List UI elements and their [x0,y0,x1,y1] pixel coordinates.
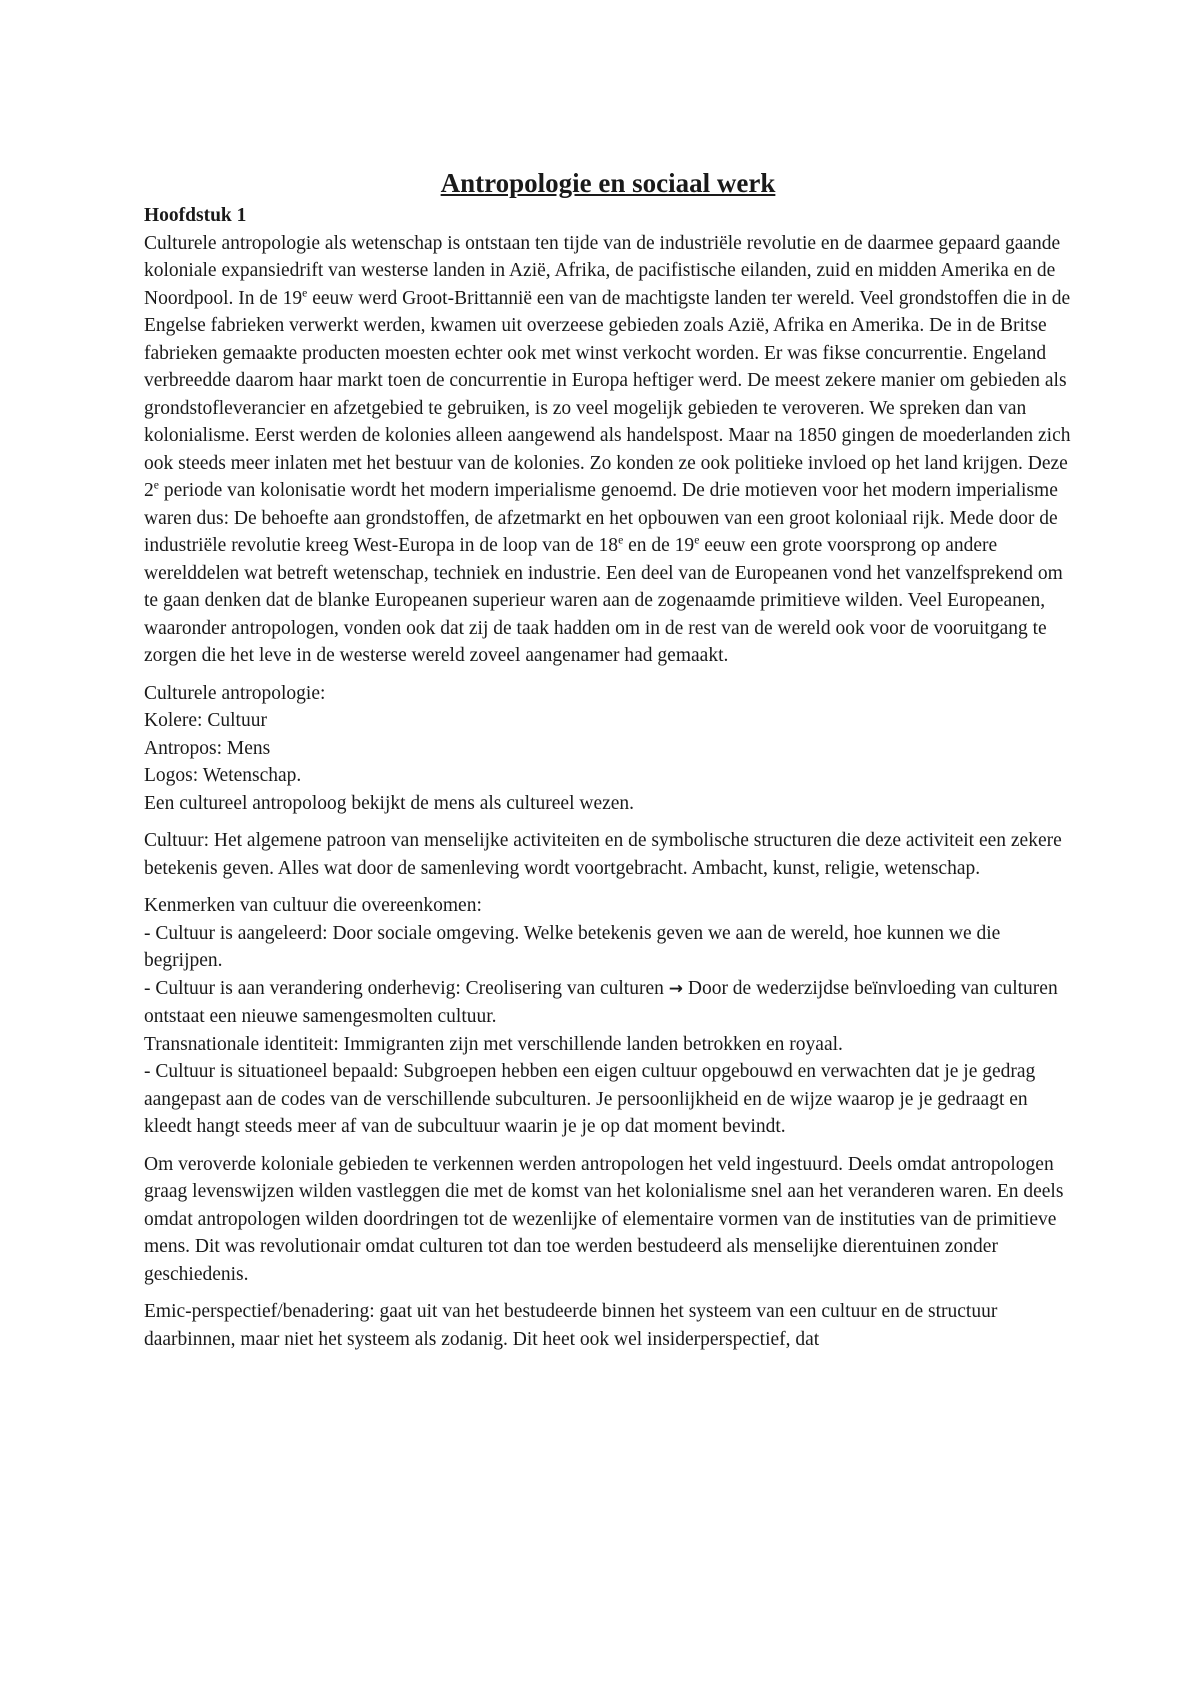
etymology-line: Antropos: Mens [144,737,271,759]
intro-text-4: en de 19 [623,535,695,556]
kenmerk-item-text: Door de wederzijdse beïnvloeding van culturen ontstaat een nieuwe samengesmolten cultuur. [144,977,1058,1027]
intro-text-1: Culturele antropologie als wetenschap is ontstaan ten tijde van de industriële revolutie en de daarmee gepaard gaande koloniale expansiedrift van westerse landen in Azië, Afrika, de pacifistische eilanden, zuid en midden Amerika en de Noordpool. In de 19 [144,232,1061,309]
document-content [144,166,1072,1363]
document-title: Antropologie en sociaal werk [440,168,776,198]
intro-paragraph [144,230,1072,670]
kenmerk-item: - Cultuur is aangeleerd: Door sociale omgeving. Welke betekenis geven we aan de wereld, hoe kunnen we die begrijpen. [144,922,1001,971]
ordinal-superscript: e [302,286,308,299]
arrow-right-icon: → [668,978,683,999]
ordinal-superscript: e [618,533,624,547]
kenmerken-block [144,892,1072,1141]
intro-text-5: eeuw een grote voorsprong op andere werelddelen wat betreft wetenschap, techniek en industrie. Een deel van de Europeanen vond het vanzelfsprekend om te gaan denken dat de blanke Europeanen superieur waren aan de zogenaamde primitieve wilden. Veel Europeanen, waaronder antropologen, vonden ook dat zij de taak hadden om in de rest van de wereld ook voor de vooruitgang te zorgen die het leve in de westerse wereld zoveel aangenamer had gemaakt. [144,535,1063,666]
intro-text-3: periode van kolonisatie wordt het modern imperialisme genoemd. De drie motieven voor het modern imperialisme waren dus: De behoefte aan grondstoffen, de afzetmarkt en het opbouwen van een groot koloniaal rijk. Mede door de industriële revolutie kreeg West-Europa in de loop van de 18 [144,480,1058,556]
chapter-heading: Hoofdstuk 1 [144,205,247,226]
etymology-line: Logos: Wetenschap. [144,765,302,786]
etymology-line: Culturele antropologie: [144,682,326,704]
kenmerken-intro: Kenmerken van cultuur die overeenkomen: [144,895,482,916]
etymology-block [144,680,1072,818]
emic-perspective-paragraph: Emic-perspectief/benadering: gaat uit van het bestudeerde binnen het systeem van een cultuur en de structuur daarbinnen, maar niet het systeem als zodanig. Dit heet ook wel insiderperspectief, dat [144,1301,998,1350]
kenmerk-item [144,975,1072,1031]
ordinal-superscript: e [694,533,700,547]
cultuur-definition-paragraph: Cultuur: Het algemene patroon van menselijke activiteiten en de symbolische structuren die deze activiteit een zekere betekenis geven. Alles wat door de samenleving wordt voortgebracht. Ambacht, kunst, religie, wetenschap. [144,830,1062,879]
intro-text-2: eeuw werd Groot-Brittannië een van de machtigste landen ter wereld. Veel grondstoffen die in de Engelse fabrieken verwerkt werden, kwamen uit overzeese gebieden zoals Azië, Afrika en Amerika. De in de Britse fabrieken gemaakte producten moesten echter ook met winst verkocht worden. Er was fikse concurrentie. Engeland verbreedde daarom haar markt toen de concurrentie in Europa heftiger werd. De meest zekere manier om gebieden als grondstofleverancier en afzetgebied te gebruiken, is zo veel mogelijk gebieden te veroveren. We spreken dan van kolonialisme. Eerst werden de kolonies alleen aangewend als handelspost. Maar na 1850 gingen de moederlanden zich ook steeds meer inlaten met het bestuur van de kolonies. Zo konden ze ook politieke invloed op het land krijgen. Deze 2 [144,287,1071,501]
colonial-research-paragraph: Om veroverde koloniale gebieden te verkennen werden antropologen het veld ingestuurd. Deels omdat antropologen graag levenswijzen wilden vastleggen die met de komst van het kolonialisme snel aan het veranderen waren. En deels omdat antropologen wilden doordringen tot de wezenlijke of elementaire vormen van de instituties van de primitieve mens. Dit was revolutionair omdat culturen tot dan toe werden bestudeerd als menselijke dierentuinen zonder geschiedenis. [144,1153,1064,1285]
etymology-line: Een cultureel antropoloog bekijkt de mens als cultureel wezen. [144,792,635,814]
transnational-identity-line: Transnationale identiteit: Immigranten zijn met verschillende landen betrokken en royaal. [144,1033,843,1055]
kenmerk-item: - Cultuur is situationeel bepaald: Subgroepen hebben een eigen cultuur opgebouwd en verwachten dat je je gedrag aangepast aan de codes van de verschillende subculturen. Je persoonlijkheid en de wijze waarop je je gedraagt en kleedt hangt steeds meer af van de subcultuur waarin je je op dat moment bevindt. [144,1061,1036,1137]
kenmerk-item-text: - Cultuur is aan verandering onderhevig: Creolisering van culturen [144,977,669,999]
ordinal-superscript: e [153,478,159,492]
etymology-line: Kolere: Cultuur [144,710,267,731]
